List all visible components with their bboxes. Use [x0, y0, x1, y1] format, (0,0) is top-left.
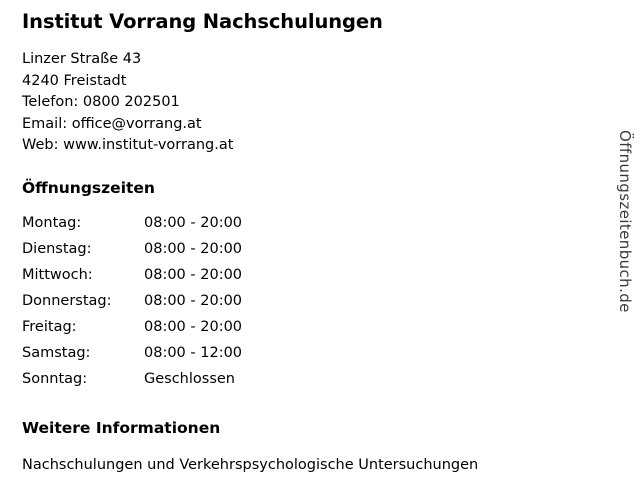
more-information-heading: Weitere Informationen	[22, 418, 221, 437]
address-block	[22, 49, 582, 157]
table-row	[22, 293, 242, 319]
email-line: Email: office@vorrang.at	[22, 115, 202, 132]
time-value: 08:00 - 20:00	[144, 214, 243, 231]
time-value: 08:00 - 12:00	[144, 344, 243, 361]
day-label: Freitag:	[22, 318, 77, 335]
table-row	[22, 267, 242, 293]
more-information-text: Nachschulungen und Verkehrspsychologische Untersuchungen	[22, 456, 479, 473]
opening-hours-table	[22, 215, 242, 397]
opening-hours-heading: Öffnungszeiten	[22, 178, 155, 197]
website-line: Web: www.institut-vorrang.at	[22, 137, 234, 154]
day-label: Sonntag:	[22, 370, 88, 387]
table-row	[22, 345, 242, 371]
business-info-panel	[22, 10, 582, 475]
address-street: Linzer Straße 43	[22, 51, 142, 68]
page-title: Institut Vorrang Nachschulungen	[22, 10, 383, 33]
day-label: Dienstag:	[22, 240, 92, 257]
time-value: 08:00 - 20:00	[144, 292, 243, 309]
time-value: Geschlossen	[144, 370, 235, 387]
table-row	[22, 215, 242, 241]
watermark-label: Öffnungszeitenbuch.de	[616, 130, 634, 313]
time-value: 08:00 - 20:00	[144, 240, 243, 257]
time-value: 08:00 - 20:00	[144, 266, 243, 283]
table-row	[22, 371, 242, 397]
day-label: Mittwoch:	[22, 266, 93, 283]
phone-line: Telefon: 0800 202501	[22, 94, 180, 111]
time-value: 08:00 - 20:00	[144, 318, 243, 335]
day-label: Montag:	[22, 214, 82, 231]
day-label: Donnerstag:	[22, 292, 112, 309]
day-label: Samstag:	[22, 344, 91, 361]
table-row	[22, 241, 242, 267]
table-row	[22, 319, 242, 345]
address-city: 4240 Freistadt	[22, 72, 127, 89]
